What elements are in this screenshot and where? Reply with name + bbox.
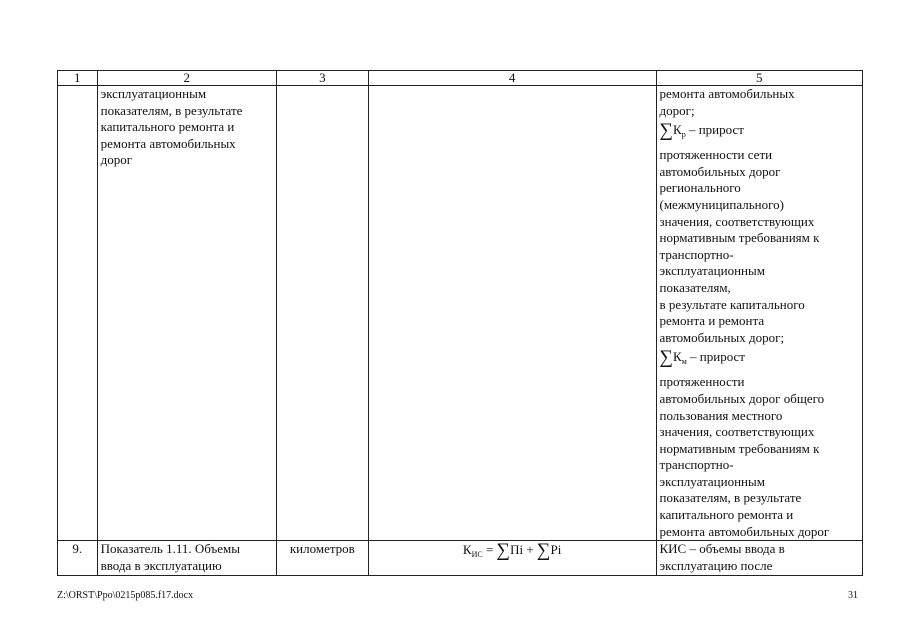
header-cell-3: 3: [276, 71, 368, 86]
text-line: автомобильных дорог: [659, 163, 781, 179]
unit-cell: [276, 86, 368, 541]
text-line: протяженности: [659, 374, 745, 390]
sum-term-regional: [660, 120, 860, 145]
text-line: регионального: [659, 180, 741, 196]
formula-equals: =: [482, 542, 497, 558]
formula-term: Pi: [550, 542, 562, 558]
document-table: [57, 70, 863, 576]
sum-term-municipal: [660, 347, 860, 372]
header-cell-2: 2: [97, 71, 276, 86]
text-line: ремонта автомобильных: [659, 86, 795, 101]
text-line: эксплуатационным: [100, 86, 207, 101]
text-line: капитального ремонта и: [659, 507, 794, 523]
formula-lhs: К: [462, 542, 472, 558]
description-cell: [656, 541, 863, 576]
indicator-name-cell: [97, 86, 276, 541]
text-line: показателям, в результате: [100, 102, 243, 118]
footer-file-path: Z:\ORST\Ppo\0215p085.f17.docx: [57, 590, 194, 601]
formula-lhs-subscript: ИС: [471, 550, 483, 560]
sum-term-text: – прирост: [686, 349, 745, 365]
formula-cell: [368, 541, 656, 576]
text-line: автомобильных дорог общего: [659, 390, 825, 406]
text-line: в результате капитального: [659, 296, 805, 312]
text-line: ремонта автомобильных дорог: [659, 523, 830, 539]
text-line: показателям,: [659, 279, 731, 295]
header-cell-5: 5: [656, 71, 863, 86]
text-line: дорог;: [659, 102, 695, 118]
text-line: Показатель 1.11. Объемы: [100, 541, 240, 557]
page-number: 31: [848, 590, 858, 601]
text-line: ремонта и ремонта: [659, 313, 765, 329]
formula-term: Пi: [510, 542, 524, 558]
variable-subscript: м: [681, 357, 687, 367]
variable-subscript: р: [681, 130, 686, 140]
text-line: протяженности сети: [659, 147, 773, 163]
text-line: дорог: [100, 152, 133, 168]
text-line: пользования местного: [659, 407, 783, 423]
text-line: транспортно-: [659, 457, 734, 473]
table-row: [58, 86, 863, 541]
header-cell-1: 1: [58, 71, 98, 86]
text-line: ремонта автомобильных: [100, 135, 236, 151]
unit-cell: километров: [276, 541, 368, 576]
header-cell-4: 4: [368, 71, 656, 86]
text-line: значения, соответствующих: [659, 213, 815, 229]
text-line: эксплуатационным: [659, 263, 765, 279]
table-row: [58, 541, 863, 576]
variable: К: [673, 122, 682, 138]
text-line: нормативным требованиям к: [659, 440, 820, 456]
sum-symbol: ∑: [659, 347, 674, 369]
sum-symbol: ∑: [659, 120, 674, 142]
text-line: автомобильных дорог;: [659, 329, 785, 345]
formula: [372, 542, 653, 564]
text-line: эксплуатационным: [659, 473, 765, 489]
sum-term-text: – прирост: [685, 122, 744, 138]
text-line: значения, соответствующих: [659, 424, 815, 440]
text-line: эксплуатацию после: [659, 557, 773, 573]
text-line: капитального ремонта и: [100, 119, 235, 135]
variable: К: [673, 349, 682, 365]
indicator-name-cell: [97, 541, 276, 576]
text-line: КИС – объемы ввода в: [659, 541, 785, 557]
text-line: показателям, в результате: [659, 490, 802, 506]
row-number-cell: 9.: [58, 541, 98, 576]
text-line: ввода в эксплуатацию: [100, 557, 222, 573]
formula-cell: [368, 86, 656, 541]
text-line: транспортно-: [659, 246, 734, 262]
sum-symbol: ∑: [496, 540, 511, 562]
sum-symbol: ∑: [536, 540, 551, 562]
text-line: (межмуниципального): [659, 196, 784, 212]
text-line: нормативным требованиям к: [659, 230, 820, 246]
description-cell: [656, 86, 863, 541]
row-number-cell: [58, 86, 98, 541]
table-header-row: [58, 71, 863, 86]
formula-plus: +: [523, 542, 537, 558]
